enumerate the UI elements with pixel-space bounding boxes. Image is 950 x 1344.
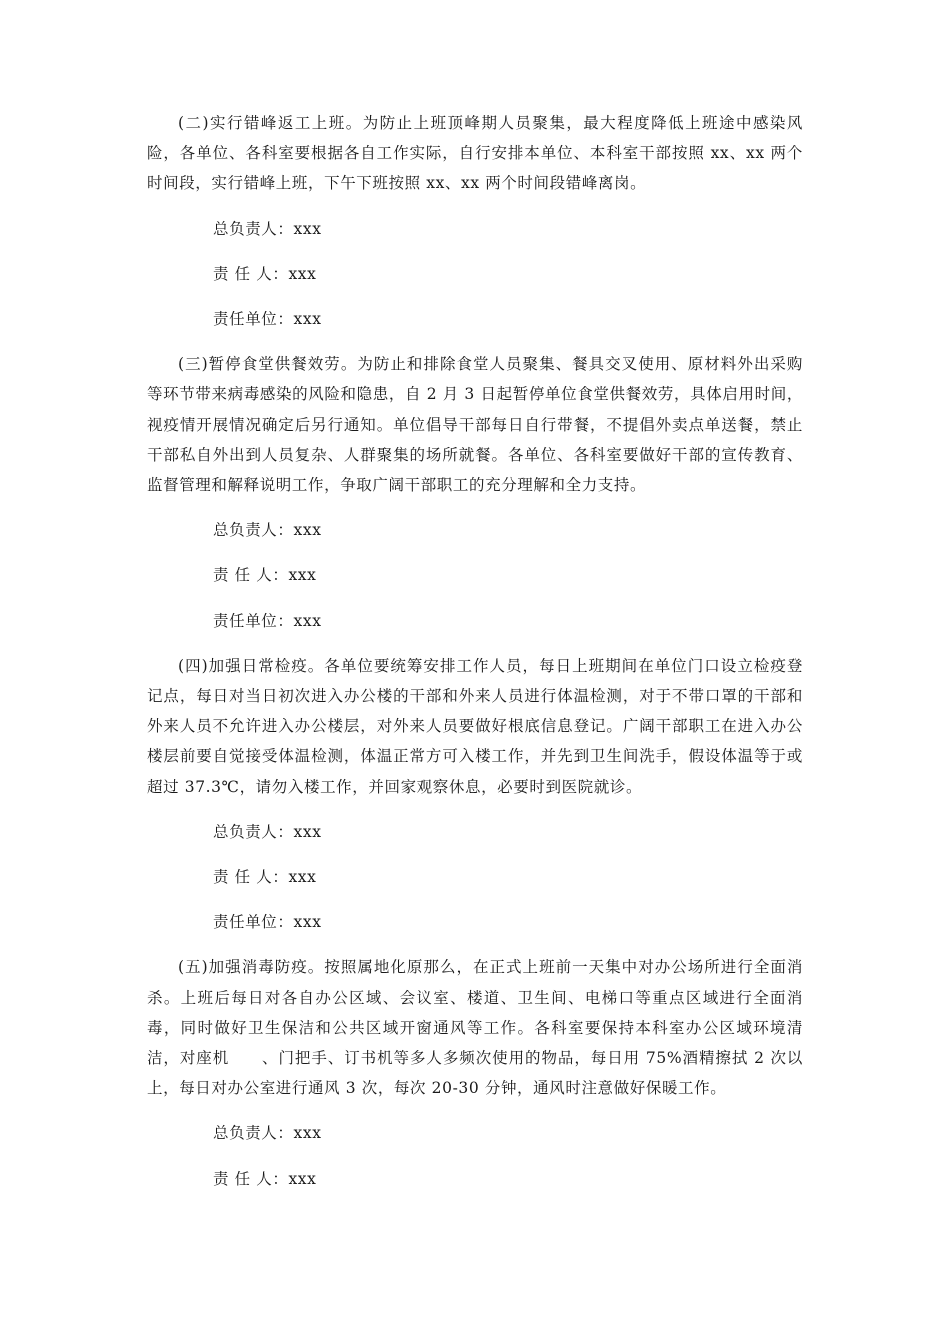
field-label: 责任单位： bbox=[213, 611, 294, 630]
field-value: xxx bbox=[288, 1169, 317, 1188]
field-label: 责 任 人： bbox=[213, 868, 289, 887]
section-4-paragraph: (四)加强日常检疫。各单位要统筹安排工作人员，每日上班期间在单位门口设立检疫登记点，每日对当日初次进入办公楼的干部和外来人员进行体温检测，对于不带口罩的干部和外来人员不允许进入办公楼层，对外来人员要做好根底信息登记。广阔干部职工在进入办公楼层前要自觉接受体温检测，体温正常方可入楼工作，并先到卫生间洗手，假设体温等于或超过 37.3℃，请勿入楼工作，并回家观察休息，必要时到医院就诊。 bbox=[147, 656, 803, 796]
document-page bbox=[147, 108, 803, 1194]
field-value: xxx bbox=[288, 868, 317, 887]
field-value: xxx bbox=[293, 1124, 322, 1143]
section-2-responsible-person bbox=[147, 259, 803, 289]
section-3-responsible-unit bbox=[147, 606, 803, 636]
field-label: 总负责人： bbox=[213, 521, 294, 540]
section-4-responsible-unit bbox=[147, 907, 803, 937]
section-2-paragraph: (二)实行错峰返工上班。为防止上班顶峰期人员聚集，最大程度降低上班途中感染风险，各单位、各科室要根据各自工作实际，自行安排本单位、本科室干部按照 xx、xx 两个时间段，实行错峰上班，下午下班按照 xx、xx 两个时间段错峰离岗。 bbox=[147, 114, 803, 193]
field-value: xxx bbox=[288, 264, 317, 283]
field-label: 总负责人： bbox=[213, 1124, 294, 1143]
field-value: xxx bbox=[293, 822, 322, 841]
section-5-general-manager bbox=[147, 1118, 803, 1148]
section-3-paragraph: (三)暂停食堂供餐效劳。为防止和排除食堂人员聚集、餐具交叉使用、原材料外出采购等环节带来病毒感染的风险和隐患，自 2 月 3 日起暂停单位食堂供餐效劳，具体启用时间，视疫情开展情况确定后另行通知。单位倡导干部每日自行带餐，不提倡外卖点单送餐，禁止干部私自外出到人员复杂、人群聚集的场所就餐。各单位、各科室要做好干部的宣传教育、监督管理和解释说明工作，争取广阔干部职工的充分理解和全力支持。 bbox=[147, 355, 803, 495]
field-value: xxx bbox=[293, 611, 322, 630]
section-3-responsible-person bbox=[147, 560, 803, 590]
field-value: xxx bbox=[288, 566, 317, 585]
section-4-responsible-person bbox=[147, 862, 803, 892]
field-value: xxx bbox=[293, 521, 322, 540]
field-value: xxx bbox=[293, 310, 322, 329]
field-label: 责任单位： bbox=[213, 913, 294, 932]
field-value: xxx bbox=[293, 913, 322, 932]
field-label: 总负责人： bbox=[213, 822, 294, 841]
field-label: 责 任 人： bbox=[213, 566, 289, 585]
field-label: 责 任 人： bbox=[213, 264, 289, 283]
section-5-paragraph: (五)加强消毒防疫。按照属地化原那么，在正式上班前一天集中对办公场所进行全面消杀。上班后每日对各自办公区域、会议室、楼道、卫生间、电梯口等重点区域进行全面消毒，同时做好卫生保洁和公共区域开窗通风等工作。各科室要保持本科室办公区域环境清洁，对座机 、门把手、订书机等多人多频次使用的物品，每日用 75%酒精擦拭 2 次以上，每日对办公室进行通风 3 次，每次 20-30 分钟，通风时注意做好保暖工作。 bbox=[147, 958, 803, 1098]
field-label: 总负责人： bbox=[213, 219, 294, 238]
section-5-responsible-person bbox=[147, 1164, 803, 1194]
field-label: 责任单位： bbox=[213, 310, 294, 329]
section-3-general-manager bbox=[147, 515, 803, 545]
section-4-general-manager bbox=[147, 817, 803, 847]
field-label: 责 任 人： bbox=[213, 1169, 289, 1188]
field-value: xxx bbox=[293, 219, 322, 238]
section-2-general-manager bbox=[147, 214, 803, 244]
section-2-responsible-unit bbox=[147, 304, 803, 334]
